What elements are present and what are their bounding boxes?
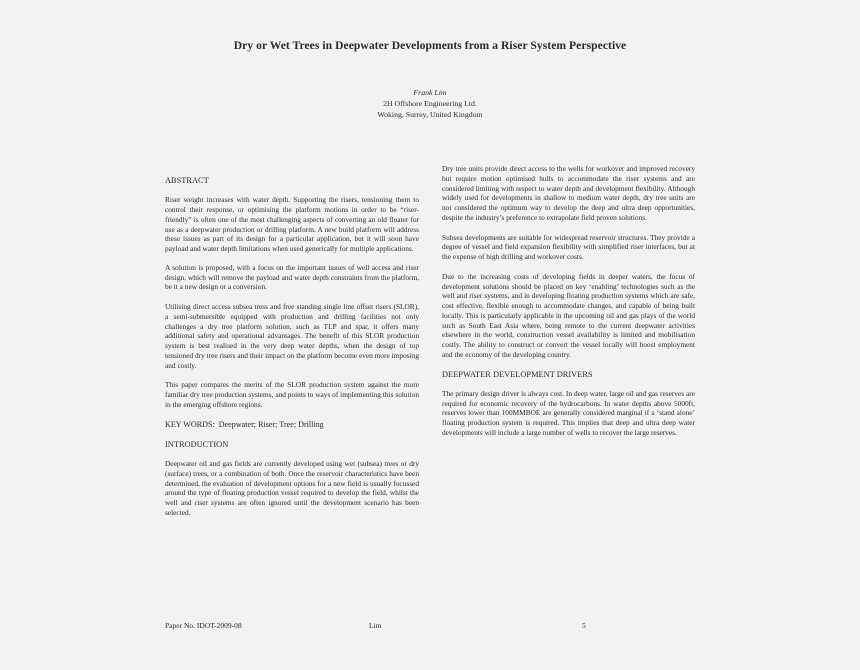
footer-paper-number: Paper No. IDOT-2009-08: [165, 621, 242, 630]
author-name: Frank Lim: [413, 88, 447, 97]
abstract-heading: ABSTRACT: [165, 176, 209, 185]
author-affiliation: 2H Offshore Engineering Ltd.: [383, 98, 477, 108]
keywords-list: Deepwater; Riser; Tree; Drilling: [218, 419, 324, 429]
right-paragraph-3: Due to the increasing costs of developing fields in deeper waters, the focus of development solutions should be placed on key ‘enabling’ technologies such as the well and riser systems, and in developing floating production systems which are safe, cost effective, flexible enough to accommodate changes, and capable of being built locally. This is particularly applicable in the upcoming oil and gas plays of the world such as South East Asia where, being remote to the current deepwater activities elsewhere in the world, construction vessel availability is limited and mobilisation costly. The ability to construct or convert the vessel locally will boost employment and the economy of the developing country.: [442, 271, 695, 359]
keywords-line: [165, 420, 419, 430]
right-column: [442, 164, 695, 447]
author-location: Woking, Surrey, United Kingdom: [377, 109, 483, 119]
abstract-paragraph-2: A solution is proposed, with a focus on the important issues of well access and riser design, which will remove the payload and water depth constraints from the platform, be it a new design or a conversion.: [165, 262, 419, 292]
keywords-label: KEY WORDS:: [165, 419, 215, 429]
drivers-heading: DEEPWATER DEVELOPMENT DRIVERS: [442, 369, 593, 379]
right-paragraph-2: Subsea developments are suitable for widespread reservoir structures. They provide a degree of vessel and field expansion flexibility with simplified riser interfaces, but at the expense of high drilling and workover costs.: [442, 232, 695, 261]
abstract-paragraph-1: Riser weight increases with water depth. Supporting the risers, tensioning them to control their response, or optimising the platform motions in order to be “riser-friendly” is often one of the most challenging aspects of converting an old floater for use as a deepwater production or drilling platform. A new build platform will address these issues as part of its design for a particular application, but it will soon have payload and water depth limitations when used generically for multiple applications.: [165, 195, 419, 254]
introduction-heading: INTRODUCTION: [165, 439, 229, 449]
introduction-paragraph-1: Deepwater oil and gas fields are currently developed using wet (subsea) trees or dry (surface) trees, or a combination of both. Once the reservoir characteristics have been determined, the evaluation of development options for a new field is usually focussed around the type of floating production vessel required to develop the field, whilst the well and riser systems are often ignored until the development scenario has been selected.: [165, 459, 419, 517]
footer-page-number: 5: [582, 621, 586, 630]
abstract-paragraph-4: This paper compares the merits of the SLOR production system against the more familiar dry tree production systems, and points to ways of implementing this solution in the emerging offshore regions.: [165, 380, 419, 409]
right-paragraph-1: Dry tree units provide direct access to the wells for workover and improved recovery but require motion optimised hulls to accommodate the riser systems and are considered limiting with respect to water depth and development flexibility. Although widely used for developments in shallow to medium water depth, dry tree units are not considered the optimum way to develop the deep and ultra deep opportunities, despite the industry’s preference to extrapolate field proven solutions.: [442, 164, 695, 222]
paper-title: Dry or Wet Trees in Deepwater Developments from a Riser System Perspective: [233, 39, 627, 52]
drivers-paragraph-1: The primary design driver is always cost. In deep water, large oil and gas reserves are required for economic recovery of the hydrocarbons. In water depths above 5000ft, reserves lower than 100MMBOE are generally considered marginal if a ‘stand alone’ floating production system is required. This implies that deep and ultra deep water developments will include a large number of wells to recover the large reserves.: [442, 388, 695, 437]
footer-author: Lim: [369, 621, 382, 630]
author-block: [0, 88, 860, 120]
abstract-paragraph-3: Utilising direct access subsea tress and free standing single line offset risers (SLOR), a semi-submersible equipped with production and drilling facilities not only challenges a dry tree platform solution, such as TLP and spar, it offers many additional safety and operational advantages. The benefit of this SLOR production system is best realised in the very deep water depths, when the design of top tensioned dry tree risers and their impact on the platform become even more imposing and costly.: [165, 302, 419, 370]
left-column: [165, 176, 419, 527]
